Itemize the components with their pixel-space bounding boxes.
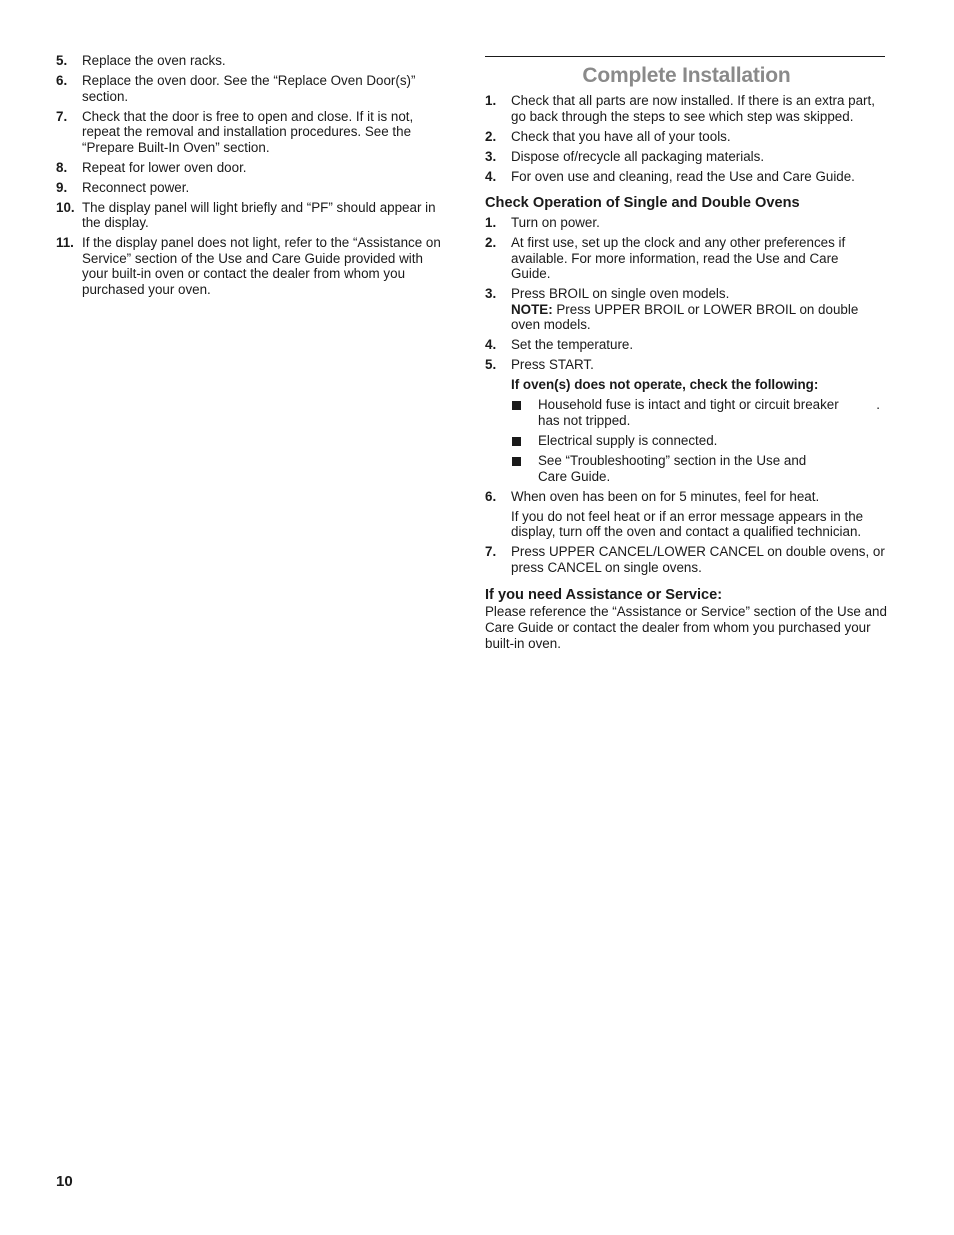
step6-paragraph: If you do not feel heat or if an error message appears in the display, turn off the oven and contact a qualified technician. — [511, 508, 864, 540]
step-number: 8. — [56, 159, 68, 175]
step-number: 7. — [56, 108, 68, 124]
step-text: Reconnect power. — [82, 179, 190, 195]
list-item — [485, 215, 888, 231]
list-item — [511, 433, 888, 449]
list-item — [485, 169, 888, 185]
check-operation-list — [485, 215, 888, 373]
step-text: Dispose of/recycle all packaging materials. — [511, 148, 765, 164]
list-item — [56, 200, 448, 231]
section-divider — [485, 56, 885, 57]
step-text: Check that all parts are now installed. If there is an extra part, go back through the steps to see which step was skipped. — [511, 93, 875, 124]
complete-installation-list — [485, 93, 888, 184]
step-text: Press START. — [511, 357, 594, 373]
step-number: 5. — [56, 53, 68, 68]
check-operation-list-final — [485, 544, 888, 575]
step-number: 3. — [485, 148, 497, 164]
step-number: 1. — [485, 93, 497, 108]
list-item — [485, 235, 888, 282]
bullet-text: Electrical supply is connected. — [538, 433, 718, 448]
step-text: Check that the door is free to open and close. If it is not, repeat the removal and installation procedures. See the “Prepare Built-In Oven” section. — [82, 108, 414, 155]
note-label: NOTE: — [511, 301, 553, 317]
bullet-text: Household fuse is intact and tight or circuit breaker has not tripped. — [538, 397, 839, 429]
step-text: Press BROIL on single oven models. — [511, 286, 730, 302]
list-item — [511, 397, 888, 428]
reinstall-steps-list — [56, 53, 448, 298]
section-title: Complete Installation — [582, 64, 791, 87]
trailing-period: . — [876, 397, 880, 413]
bullet-text: See “Troubleshooting” section in the Use and Care Guide. — [538, 452, 807, 484]
step-number: 6. — [485, 488, 497, 504]
note-body: Press UPPER BROIL or LOWER BROIL on double oven models. — [511, 301, 859, 333]
square-bullet-icon — [512, 401, 521, 410]
step-text: Set the temperature. — [511, 337, 634, 353]
step-number: 4. — [485, 337, 497, 353]
square-bullet-icon — [512, 457, 521, 466]
assistance-heading: If you need Assistance or Service: — [485, 587, 723, 604]
left-column — [56, 53, 448, 302]
step-text: For oven use and cleaning, read the Use and Care Guide. — [511, 168, 855, 184]
list-item — [485, 286, 888, 333]
check-operation-heading: Check Operation of Single and Double Ovens — [485, 195, 800, 212]
check-operation-list-continued — [485, 489, 888, 505]
step-text: Repeat for lower oven door. — [82, 159, 247, 175]
list-item — [56, 180, 448, 196]
step-text: Replace the oven racks. — [82, 53, 226, 68]
list-item — [56, 109, 448, 156]
page-number: 10 — [56, 1173, 73, 1190]
step-text: Check that you have all of your tools. — [511, 128, 731, 144]
list-item — [485, 489, 888, 505]
not-operate-heading: If oven(s) does not operate, check the following: — [511, 377, 819, 393]
list-item — [485, 544, 888, 575]
list-item — [485, 337, 888, 353]
step-text: At first use, set up the clock and any other preferences if available. For more information, read the Use and Care Guide. — [511, 235, 846, 282]
step-text: When oven has been on for 5 minutes, feel for heat. — [511, 488, 820, 504]
right-column — [485, 56, 888, 651]
list-item — [56, 235, 448, 297]
step-text: If the display panel does not light, refer to the “Assistance on Service” section of the Use and Care Guide provided with your built-in oven or contact the dealer from whom you purchased your oven. — [82, 235, 441, 298]
step-number: 3. — [485, 286, 497, 302]
step-number: 4. — [485, 168, 497, 184]
assistance-paragraph: Please reference the “Assistance or Service” section of the Use and Care Guide or contact the dealer from whom you purchased your built-in oven. — [485, 604, 887, 651]
list-item — [485, 129, 888, 145]
step-text: Press UPPER CANCEL/LOWER CANCEL on double ovens, or press CANCEL on single ovens. — [511, 544, 885, 575]
list-item — [511, 453, 888, 484]
step-text: The display panel will light briefly and “PF” should appear in the display. — [82, 199, 436, 231]
list-item — [56, 53, 448, 69]
step-number: 10. — [56, 199, 75, 215]
list-item — [485, 93, 888, 124]
list-item — [485, 149, 888, 165]
step-number: 2. — [485, 128, 497, 144]
step-text: Turn on power. — [511, 215, 600, 231]
step-number: 11. — [56, 235, 74, 251]
step-text: Replace the oven door. See the “Replace Oven Door(s)” section. — [82, 72, 416, 104]
list-item — [485, 357, 888, 373]
list-item — [56, 160, 448, 176]
square-bullet-icon — [512, 437, 521, 446]
step-number: 7. — [485, 544, 497, 560]
list-item — [56, 73, 448, 104]
step-number: 1. — [485, 215, 497, 231]
note-text — [511, 302, 888, 333]
troubleshoot-bullets — [485, 397, 888, 484]
step-number: 2. — [485, 235, 497, 251]
step-number: 6. — [56, 72, 68, 88]
step-number: 9. — [56, 179, 68, 195]
step-number: 5. — [485, 357, 497, 373]
